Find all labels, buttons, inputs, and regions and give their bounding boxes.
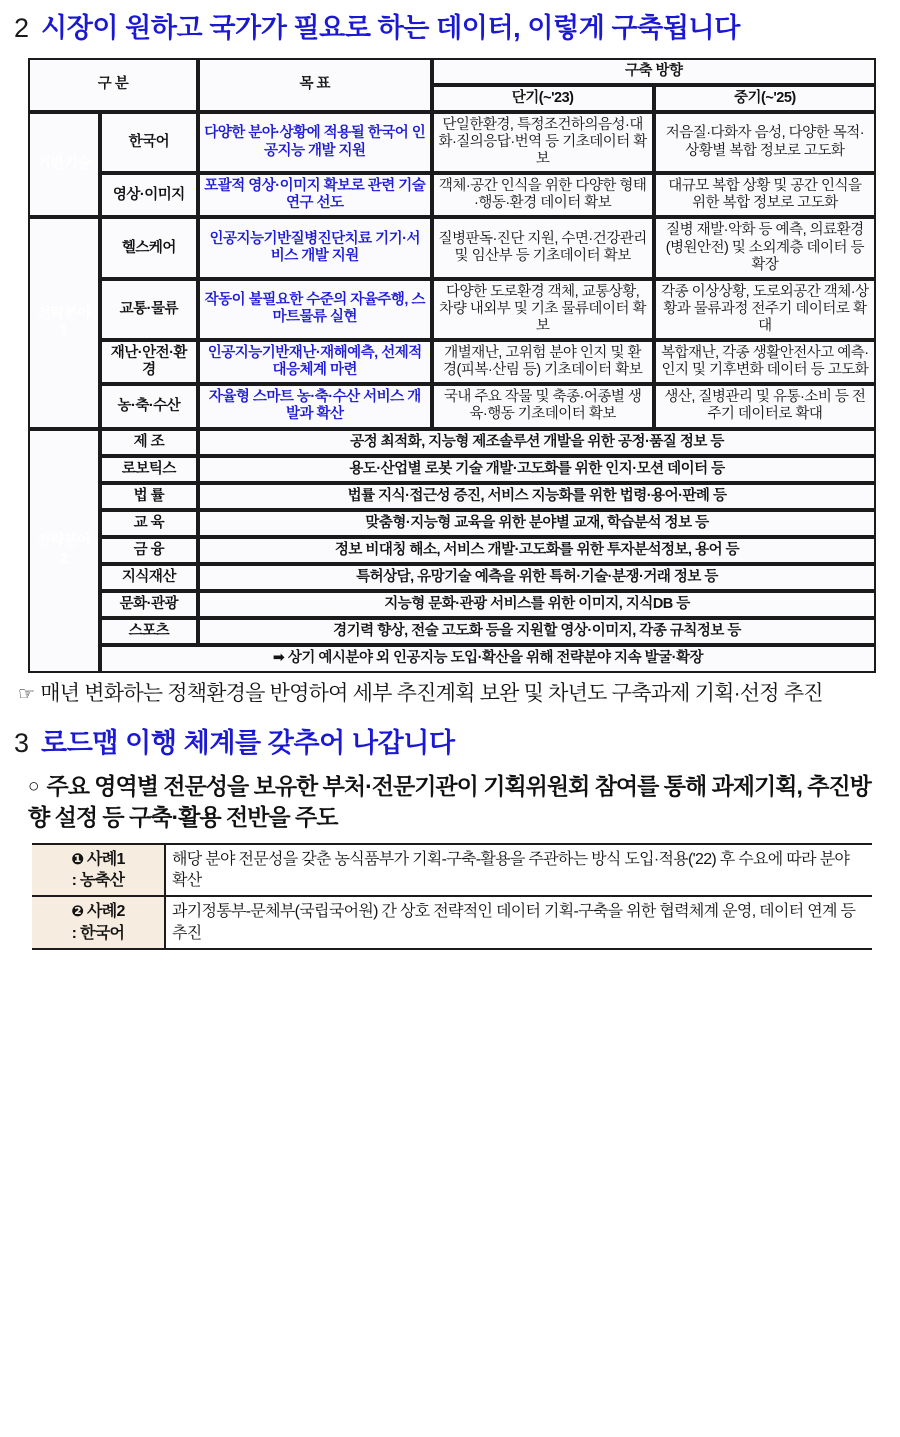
goal-transport-logistics: 작동이 불필요한 수준의 자율주행, 스마트물류 실현 [198, 279, 432, 340]
desc-law: 법률 지식·접근성 증진, 서비스 지능화를 위한 법령·용어·판례 등 [198, 483, 876, 510]
mid-term-video-image: 대규모 복합 상황 및 공간 인식을 위한 복합 정보로 고도화 [654, 173, 876, 217]
table-row [28, 279, 876, 340]
subcategory-culture-tourism: 문화·관광 [100, 591, 198, 618]
examples-table [32, 843, 872, 949]
subcategory-agri-livestock-fishery: 농·축·수산 [100, 384, 198, 428]
example-1-label [32, 844, 165, 896]
subcategory-manufacturing: 제 조 [100, 429, 198, 456]
goal-disaster-safety-env: 인공지능기반재난·재해예측, 선제적 대응체계 마련 [198, 340, 432, 384]
section-3-title: 로드맵 이행 체계를 갖추어 나갑니다 [41, 728, 455, 759]
mid-term-disaster-safety-env: 복합재난, 각종 생활안전사고 예측·인지 및 기후변화 데이터 등 고도화 [654, 340, 876, 384]
example-2-label-line1 [38, 901, 158, 922]
table-row [28, 645, 876, 672]
table-row [32, 844, 872, 896]
example-1-body: 해당 분야 전문성을 갖춘 농식품부가 기획-구축-활용을 주관하는 방식 도입·적용('22) 후 수요에 따라 분야 확산 [165, 844, 872, 896]
roadmap-note [18, 681, 884, 708]
category-strategy-field-1: 전략분야1 [28, 217, 100, 428]
short-term-disaster-safety-env: 개별재난, 고위험 분야 인지 및 환경(피복·산림 등) 기초데이터 확보 [432, 340, 654, 384]
table-row [28, 483, 876, 510]
roadmap-table [28, 58, 876, 673]
subcategory-disaster-safety-env: 재난·안전·환경 [100, 340, 198, 384]
strategy2-footnote: ➡ 상기 예시분야 외 인공지능 도입·확산을 위해 전략분야 지속 발굴·확장 [100, 645, 876, 672]
example-1-label-line1 [38, 849, 158, 870]
desc-finance: 정보 비대칭 해소, 서비스 개발·고도화를 위한 투자분석정보, 용어 등 [198, 537, 876, 564]
header-mid-term: 중기(~'25) [654, 85, 876, 112]
example-2-label [32, 896, 165, 948]
section-3-bullet-text: 주요 영역별 전문성을 보유한 부처·전문기관이 기획위원회 참여를 통해 과제기획, 추진방향 설정 등 구축·활용 전반을 주도 [28, 773, 871, 831]
table-header-row [28, 58, 876, 85]
short-term-korean: 단일한환경, 특정조건하의음성·대화·질의응답·번역 등 기초데이터 확보 [432, 112, 654, 173]
example-1-label-line2: : 농축산 [71, 872, 125, 890]
short-term-video-image: 객체·공간 인식을 위한 다양한 형태·행동·환경 데이터 확보 [432, 173, 654, 217]
short-term-healthcare: 질병판독·진단 지원, 수면·건강관리 및 임산부 등 기초데이터 확보 [432, 217, 654, 278]
table-row [32, 896, 872, 948]
desc-manufacturing: 공정 최적화, 지능형 제조솔루션 개발을 위한 공정·품질 정보 등 [198, 429, 876, 456]
short-term-agri-livestock-fishery: 국내 주요 작물 및 축종·어종별 생육·행동 기초데이터 확보 [432, 384, 654, 428]
subcategory-korean: 한국어 [100, 112, 198, 173]
number-badge-2-icon: ❷ [71, 903, 84, 921]
table-row [28, 384, 876, 428]
subcategory-sports: 스포츠 [100, 618, 198, 645]
table-row [28, 510, 876, 537]
header-build-direction: 구축 방향 [432, 58, 876, 85]
example-2-body: 과기정통부-문체부(국립국어원) 간 상호 전략적인 데이터 기획-구축을 위한 협력체계 운영, 데이터 연계 등 추진 [165, 896, 872, 948]
table-row [28, 618, 876, 645]
mid-term-healthcare: 질병 재발·악화 등 예측, 의료환경(병원안전) 및 소외계층 데이터 등 확장 [654, 217, 876, 278]
mid-term-korean: 저음질·다화자 음성, 다양한 목적·상황별 복합 정보로 고도화 [654, 112, 876, 173]
section-3-bullet [28, 771, 886, 833]
goal-korean: 다양한 분야·상황에 적용될 한국어 인공지능 개발 지원 [198, 112, 432, 173]
section-2-number: 2 [14, 13, 30, 43]
subcategory-robotics: 로보틱스 [100, 456, 198, 483]
table-row [28, 537, 876, 564]
pointing-hand-icon: ☞ [18, 683, 35, 705]
subcategory-healthcare: 헬스케어 [100, 217, 198, 278]
section-3-heading [0, 707, 900, 759]
example-2-title: 사례2 [87, 903, 125, 921]
example-2-label-line2: : 한국어 [71, 924, 125, 942]
subcategory-intellectual-property: 지식재산 [100, 564, 198, 591]
table-row [28, 591, 876, 618]
table-row [28, 564, 876, 591]
goal-healthcare: 인공지능기반질병진단치료 기기·서비스 개발 지원 [198, 217, 432, 278]
roadmap-note-text: 매년 변화하는 정책환경을 반영하여 세부 추진계획 보완 및 차년도 구축과제 기획·선정 추진 [40, 681, 823, 705]
table-row [28, 217, 876, 278]
section-2-title: 시장이 원하고 국가가 필요로 하는 데이터, 이렇게 구축됩니다 [41, 13, 740, 43]
roadmap-table-body [28, 112, 876, 673]
category-foundation-tech: 기반기술 [28, 112, 100, 218]
example-1-title: 사례1 [87, 851, 125, 869]
subcategory-video-image: 영상·이미지 [100, 173, 198, 217]
table-row [28, 340, 876, 384]
desc-culture-tourism: 지능형 문화·관광 서비스를 위한 이미지, 지식DB 등 [198, 591, 876, 618]
desc-sports: 경기력 향상, 전술 고도화 등을 지원할 영상·이미지, 각종 규칙정보 등 [198, 618, 876, 645]
table-row [28, 173, 876, 217]
number-badge-1-icon: ❶ [71, 851, 84, 869]
subcategory-finance: 금 융 [100, 537, 198, 564]
table-row [28, 456, 876, 483]
section-2-heading [0, 0, 900, 44]
desc-robotics: 용도·산업별 로봇 기술 개발·고도화를 위한 인지·모션 데이터 등 [198, 456, 876, 483]
roadmap-table-container [28, 58, 876, 673]
subcategory-transport-logistics: 교통·물류 [100, 279, 198, 340]
header-goal: 목 표 [198, 58, 432, 112]
mid-term-agri-livestock-fishery: 생산, 질병관리 및 유통·소비 등 전주기 데이터로 확대 [654, 384, 876, 428]
roadmap-table-head [28, 58, 876, 112]
table-row [28, 429, 876, 456]
circle-bullet-icon: ○ [28, 776, 39, 798]
section-3-number: 3 [14, 728, 30, 759]
table-row [28, 112, 876, 173]
header-division: 구 분 [28, 58, 198, 112]
short-term-transport-logistics: 다양한 도로환경 객체, 교통상황, 차량 내외부 및 기초 물류데이터 확보 [432, 279, 654, 340]
desc-intellectual-property: 특허상담, 유망기술 예측을 위한 특허·기술·분쟁·거래 정보 등 [198, 564, 876, 591]
examples-table-container [32, 843, 872, 949]
mid-term-transport-logistics: 각종 이상상황, 도로외공간 객체·상황과 물류과정 전주기 데이터로 확대 [654, 279, 876, 340]
goal-agri-livestock-fishery: 자율형 스마트 농·축·수산 서비스 개발과 확산 [198, 384, 432, 428]
subcategory-law: 법 률 [100, 483, 198, 510]
examples-table-body [32, 844, 872, 948]
category-strategy-field-2: 전략분야2 [28, 429, 100, 673]
header-short-term: 단기(~'23) [432, 85, 654, 112]
subcategory-education: 교 육 [100, 510, 198, 537]
goal-video-image: 포괄적 영상·이미지 확보로 관련 기술 연구 선도 [198, 173, 432, 217]
desc-education: 맞춤형·지능형 교육을 위한 분야별 교재, 학습분석 정보 등 [198, 510, 876, 537]
